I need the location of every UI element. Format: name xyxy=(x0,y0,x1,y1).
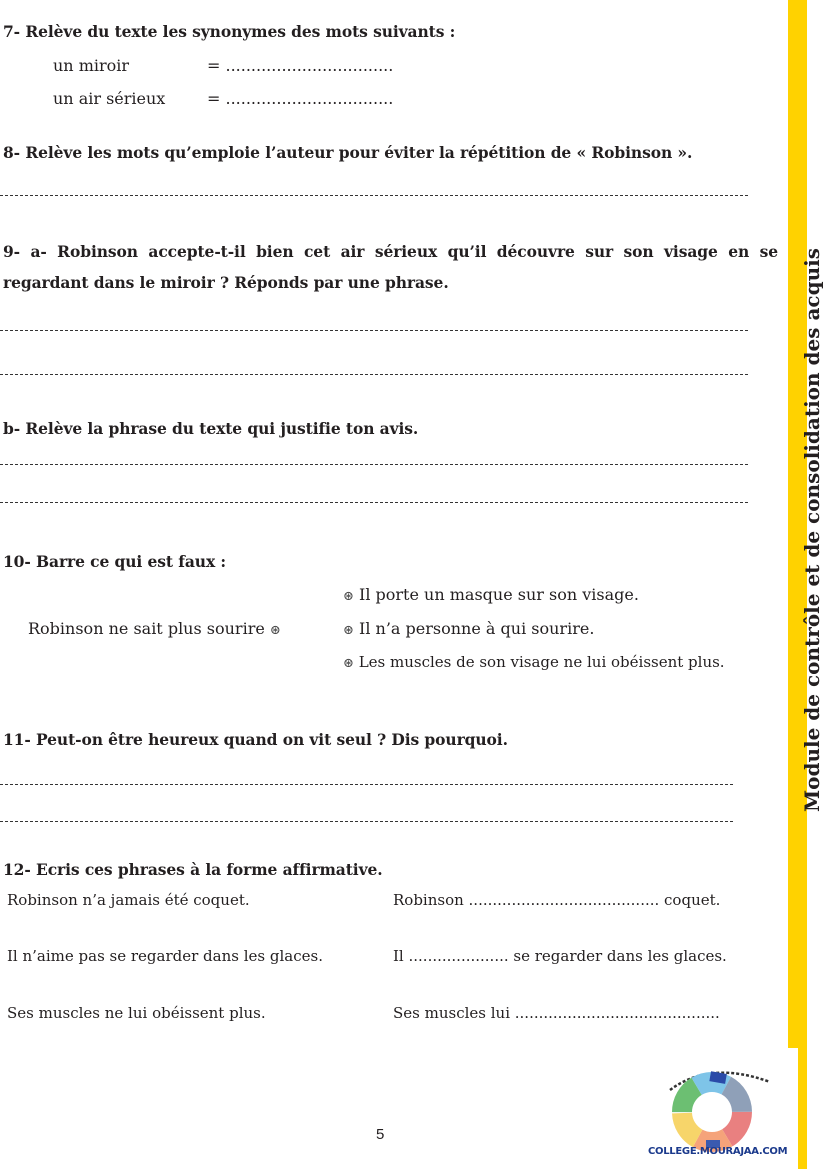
q12-affirmative-3[interactable]: Ses muscles lui ........................................... xyxy=(393,1004,720,1022)
sidebar-title: Module de contrôle et de consolidation des acquis xyxy=(800,248,824,812)
question-9b-title: b- Relève la phrase du texte qui justifie ton avis. xyxy=(3,419,419,438)
flower-bullet-icon: ⊛ xyxy=(343,623,354,638)
question-10-title: 10- Barre ce qui est faux : xyxy=(3,552,227,571)
q10-option-text: Il porte un masque sur son visage. xyxy=(359,585,639,604)
q12-negative-2: Il n’aime pas se regarder dans les glaces. xyxy=(7,947,323,965)
site-logo xyxy=(648,1060,788,1164)
q10-option-3[interactable] xyxy=(343,653,725,671)
logo-text: COLLEGE.MOURAJAA.COM xyxy=(648,1146,788,1157)
q7-answer-1[interactable]: = ................................. xyxy=(207,56,394,75)
q12-affirmative-1[interactable]: Robinson ........................................ coquet. xyxy=(393,891,721,909)
logo-ring-icon xyxy=(660,1060,788,1148)
question-9a-line-1: 9- a- Robinson accepte-t-il bien cet air sérieux qu’il découvre sur son visage en se xyxy=(3,242,778,261)
q10-stem xyxy=(28,619,281,638)
q7-word-2: un air sérieux xyxy=(53,89,166,108)
answer-line[interactable] xyxy=(0,195,748,197)
answer-line[interactable] xyxy=(0,502,748,504)
answer-line[interactable] xyxy=(0,784,733,786)
question-7-title: 7- Relève du texte les synonymes des mots suivants : xyxy=(3,22,456,41)
question-8-title: 8- Relève les mots qu’emploie l’auteur pour éviter la répétition de « Robinson ». xyxy=(3,143,693,162)
flower-bullet-icon: ⊛ xyxy=(269,623,281,638)
question-9a-line-2: regardant dans le miroir ? Réponds par une phrase. xyxy=(3,273,449,292)
q12-affirmative-2[interactable]: Il ..................... se regarder dans les glaces. xyxy=(393,947,727,965)
q10-stem-text: Robinson ne sait plus sourire xyxy=(28,619,265,638)
sidebar-band-lower xyxy=(798,1048,807,1169)
q7-answer-2[interactable]: = ................................. xyxy=(207,89,394,108)
q10-option-2[interactable] xyxy=(343,619,594,638)
q10-option-1[interactable] xyxy=(343,585,639,604)
q10-option-text: Il n’a personne à qui sourire. xyxy=(359,619,595,638)
answer-line[interactable] xyxy=(0,374,748,376)
flower-bullet-icon: ⊛ xyxy=(343,589,354,604)
answer-line[interactable] xyxy=(0,464,748,466)
sidebar-band xyxy=(788,0,824,1048)
question-12-title: 12- Ecris ces phrases à la forme affirmative. xyxy=(3,860,383,879)
page-number: 5 xyxy=(376,1126,385,1143)
q12-negative-3: Ses muscles ne lui obéissent plus. xyxy=(7,1004,266,1022)
q12-negative-1: Robinson n’a jamais été coquet. xyxy=(7,891,250,909)
q10-option-text: Les muscles de son visage ne lui obéissent plus. xyxy=(358,653,725,671)
answer-line[interactable] xyxy=(0,330,748,332)
q7-word-1: un miroir xyxy=(53,56,130,75)
question-11-title: 11- Peut-on être heureux quand on vit seul ? Dis pourquoi. xyxy=(3,730,508,749)
answer-line[interactable] xyxy=(0,821,733,823)
flower-bullet-icon: ⊛ xyxy=(343,656,354,671)
